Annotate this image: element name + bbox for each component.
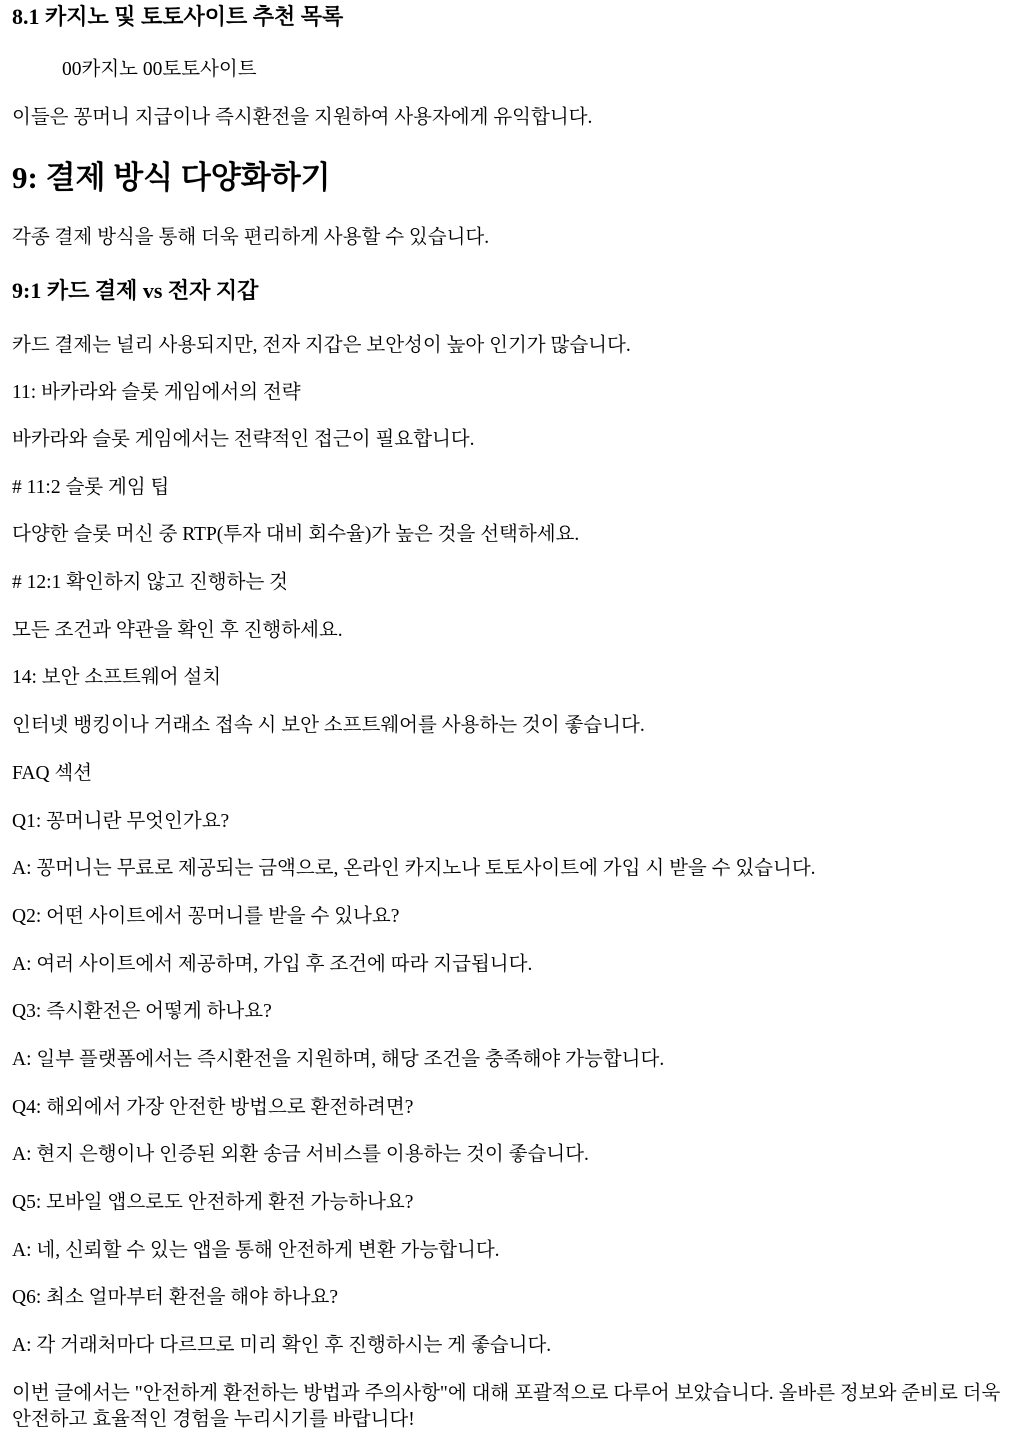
- faq-answer: A: 여러 사이트에서 제공하며, 가입 후 조건에 따라 지급됩니다.: [12, 954, 533, 975]
- section-8-1-heading: 8.1 카지노 및 토토사이트 추천 목록: [12, 4, 344, 29]
- faq-heading: FAQ 섹션: [12, 763, 93, 784]
- section-8-1-text: 이들은 꽁머니 지급이나 즉시환전을 지원하여 사용자에게 유익합니다.: [12, 107, 593, 128]
- faq-question: Q1: 꽁머니란 무엇인가요?: [12, 811, 230, 832]
- faq-answer: A: 네, 신뢰할 수 있는 앱을 통해 안전하게 변환 가능합니다.: [12, 1240, 500, 1261]
- recommend-list: 00카지노 00토토사이트: [62, 59, 257, 80]
- section-12-1-text: 모든 조건과 약관을 확인 후 진행하세요.: [12, 620, 343, 641]
- faq-question: Q2: 어떤 사이트에서 꽁머니를 받을 수 있나요?: [12, 906, 400, 927]
- section-11-2-heading: # 11:2 슬롯 게임 팁: [12, 477, 170, 498]
- conclusion-paragraph: 이번 글에서는 "안전하게 환전하는 방법과 주의사항"에 대해 포괄적으로 다루어 보았습니다. 올바른 정보와 준비로 더욱 안전하고 효율적인 경험을 누리시기를 바랍니다!: [12, 1383, 1001, 1430]
- faq-question: Q3: 즉시환전은 어떻게 하나요?: [12, 1001, 272, 1022]
- section-9-heading: 9: 결제 방식 다양화하기: [12, 160, 331, 195]
- section-9-1-text: 카드 결제는 널리 사용되지만, 전자 지갑은 보안성이 높아 인기가 많습니다.: [12, 335, 631, 356]
- faq-answer: A: 현지 은행이나 인증된 외환 송금 서비스를 이용하는 것이 좋습니다.: [12, 1144, 589, 1165]
- faq-question: Q4: 해외에서 가장 안전한 방법으로 환전하려면?: [12, 1097, 414, 1118]
- section-12-1-heading: # 12:1 확인하지 않고 진행하는 것: [12, 572, 288, 593]
- section-14-text: 인터넷 뱅킹이나 거래소 접속 시 보안 소프트웨어를 사용하는 것이 좋습니다.: [12, 715, 645, 736]
- section-14-heading: 14: 보안 소프트웨어 설치: [12, 667, 222, 688]
- faq-answer: A: 각 거래처마다 다르므로 미리 확인 후 진행하시는 게 좋습니다.: [12, 1335, 552, 1356]
- section-9-text: 각종 결제 방식을 통해 더욱 편리하게 사용할 수 있습니다.: [12, 227, 490, 248]
- faq-question: Q6: 최소 얼마부터 환전을 해야 하나요?: [12, 1287, 338, 1308]
- section-11-text: 바카라와 슬롯 게임에서는 전략적인 접근이 필요합니다.: [12, 429, 475, 450]
- section-9-1-heading: 9:1 카드 결제 vs 전자 지갑: [12, 278, 259, 303]
- faq-question: Q5: 모바일 앱으로도 안전하게 환전 가능하나요?: [12, 1192, 414, 1213]
- section-11-2-text: 다양한 슬롯 머신 중 RTP(투자 대비 회수율)가 높은 것을 선택하세요.: [12, 524, 580, 545]
- section-11-heading: 11: 바카라와 슬롯 게임에서의 전략: [12, 382, 301, 403]
- faq-answer: A: 꽁머니는 무료로 제공되는 금액으로, 온라인 카지노나 토토사이트에 가입 시 받을 수 있습니다.: [12, 858, 816, 879]
- faq-answer: A: 일부 플랫폼에서는 즉시환전을 지원하며, 해당 조건을 충족해야 가능합니다.: [12, 1049, 665, 1070]
